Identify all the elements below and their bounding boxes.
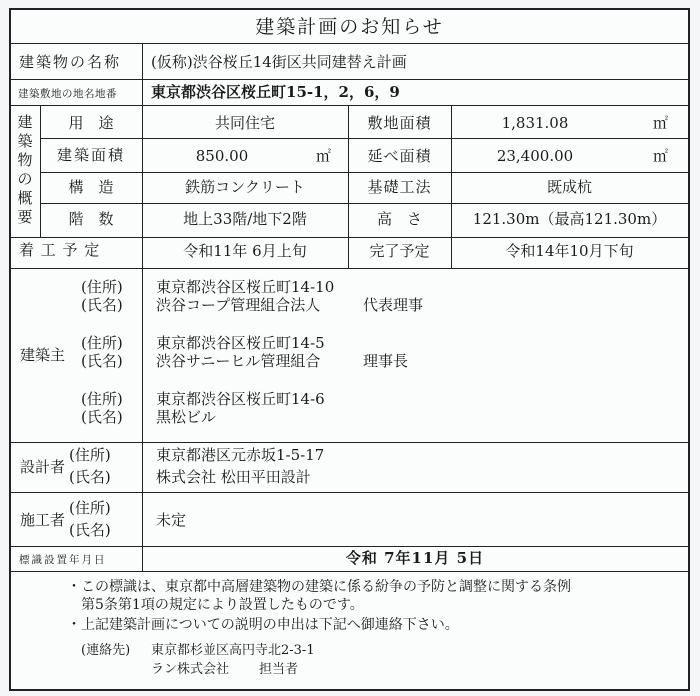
site-address-value: 東京都渋谷区桜丘町15-1，2，6，9 [151, 83, 400, 101]
divider [142, 43, 143, 105]
divider [142, 268, 143, 558]
height-label: 高 さ [376, 210, 422, 228]
contact-address: 東京都杉並区高円寺北2-3-1 [151, 643, 315, 658]
owner-1-address: 東京都渋谷区桜丘町14-10 [156, 278, 335, 296]
divider [40, 203, 688, 204]
foundation-value: 既成杭 [546, 178, 592, 196]
contact-company: ラン株式会社 [151, 662, 230, 677]
structure-label: 構 造 [68, 178, 114, 196]
designer-name-label: (氏名) [69, 468, 111, 486]
divider [11, 492, 688, 493]
site-area-unit: ㎡ [653, 114, 669, 132]
divider [11, 43, 688, 44]
overview-label: 建 築 物 の 概 要 [17, 113, 33, 226]
divider [11, 268, 688, 269]
building-area-unit: ㎡ [316, 147, 332, 165]
owner-2-name: 渋谷サニーヒル管理組合 [156, 352, 321, 370]
notice-board [9, 8, 690, 691]
contact-person: 担当者 [259, 662, 299, 677]
designer-address-label: (住所) [69, 446, 111, 464]
site-area-label: 敷地面積 [367, 114, 432, 132]
building-area-label: 建築面積 [57, 146, 126, 164]
note-2: 第5条第1項の規定により設置したものです。 [81, 597, 364, 613]
owner-2-address-label: (住所) [81, 334, 123, 352]
owner-1-address-label: (住所) [81, 278, 123, 296]
divider [40, 105, 41, 237]
sign-date-label: 標識設置年月日 [19, 554, 107, 566]
structure-value: 鉄筋コンクリート [185, 178, 305, 196]
use-value: 共同住宅 [214, 114, 275, 132]
site-area-value: 1,831.08 [501, 114, 569, 132]
divider [11, 79, 688, 80]
divider [11, 442, 688, 443]
contractor-name-label: (氏名) [69, 521, 111, 539]
owner-3-name: 黒松ビル [156, 408, 217, 426]
divider [40, 138, 688, 139]
contractor-label: 施工者 [20, 511, 66, 529]
building-name-value: (仮称)渋谷桜丘14街区共同建替え計画 [151, 53, 407, 71]
divider [11, 571, 688, 572]
foundation-label: 基礎工法 [367, 178, 432, 196]
owner-1-role: 代表理事 [363, 296, 424, 314]
divider [11, 237, 688, 238]
note-3: ・上記建築計画についての説明の申出は下記へ御連絡下さい。 [67, 617, 459, 633]
start-value: 令和11年 6月上旬 [183, 242, 307, 260]
total-floor-area-value: 23,400.00 [496, 147, 574, 165]
building-name-label: 建築物の名称 [19, 53, 122, 71]
use-label: 用 途 [68, 114, 114, 132]
floors-label: 階 数 [68, 210, 114, 228]
total-floor-area-label: 延べ面積 [367, 147, 432, 165]
floors-value: 地上33階/地下2階 [183, 210, 307, 228]
designer-name: 株式会社 松田平田設計 [156, 468, 311, 486]
owner-3-address: 東京都渋谷区桜丘町14-6 [156, 390, 325, 408]
completion-label: 完了予定 [369, 242, 430, 260]
height-value: 121.30m（最高121.30m） [472, 210, 667, 228]
owner-2-address: 東京都渋谷区桜丘町14-5 [156, 334, 325, 352]
divider [11, 105, 688, 106]
owner-1-name: 渋谷コープ管理組合法人 [156, 296, 321, 314]
completion-value: 令和14年10月下旬 [505, 242, 634, 260]
divider [40, 172, 688, 173]
divider [11, 546, 688, 547]
owner-1-name-label: (氏名) [81, 296, 123, 314]
start-label: 着 工 予 定 [19, 241, 101, 259]
sign-date-value: 令和 7年11月 5日 [345, 549, 485, 567]
owner-3-address-label: (住所) [81, 390, 123, 408]
contractor-address-label: (住所) [69, 499, 111, 517]
owner-3-name-label: (氏名) [81, 408, 123, 426]
contractor-value: 未定 [156, 511, 187, 529]
contact-label: (連絡先) [81, 643, 131, 658]
owner-2-role: 理事長 [363, 352, 409, 370]
site-address-label: 建築敷地の地名地番 [18, 88, 117, 100]
note-1: ・この標識は、東京都中高層建築物の建築に係る紛争の予防と調整に関する条例 [67, 579, 571, 595]
owner-2-name-label: (氏名) [81, 352, 123, 370]
owner-label: 建築主 [20, 346, 66, 364]
page-title: 建築計画のお知らせ [255, 16, 444, 38]
total-floor-area-unit: ㎡ [653, 147, 669, 165]
designer-label: 設計者 [20, 458, 66, 476]
building-area-value: 850.00 [195, 147, 249, 165]
designer-address: 東京都港区元赤坂1-5-17 [156, 446, 325, 464]
